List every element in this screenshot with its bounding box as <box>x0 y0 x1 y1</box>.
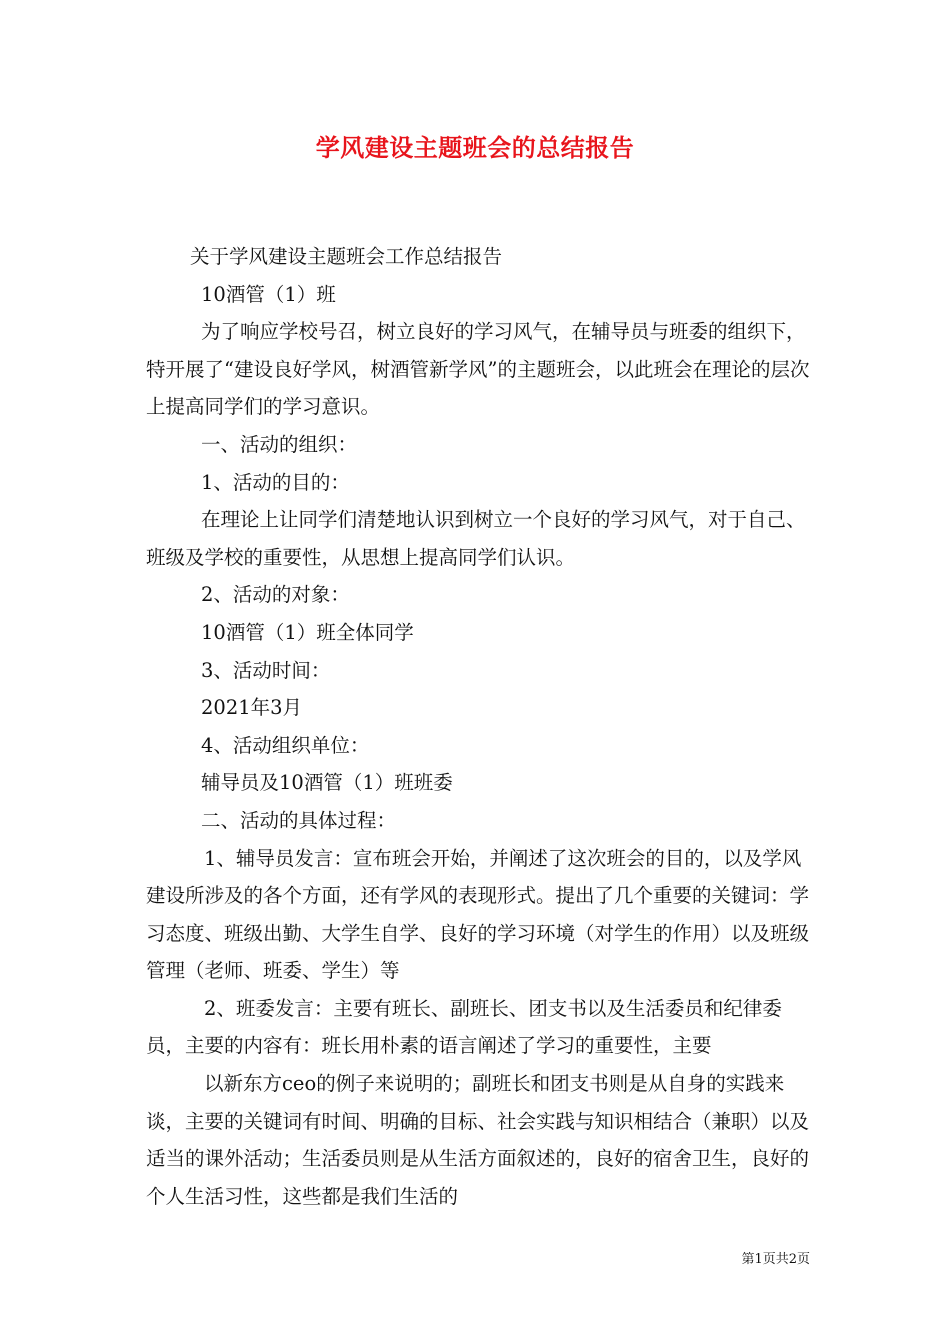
section-heading-organization: 一、活动的组织： <box>201 432 358 456</box>
page-number: 第1页共2页 <box>741 1252 810 1267</box>
document-title: 学风建设主题班会的总结报告 <box>315 134 635 162</box>
paragraph-time: 2021年3月 <box>201 696 303 720</box>
paragraph-committee-details: 以新东方ceo的例子来说明的；副班长和团支书则是从自身的实践来谈，主要的关键词有时间、明确的目标、社会实践与知识相结合（兼职）以及适当的课外活动；生活委员则是从生活方面叙述的，良好的宿舍卫生，良好的个人生活习性，这些都是我们生活的 <box>146 1072 810 1208</box>
paragraph-subtitle: 关于学风建设主题班会工作总结报告 <box>190 245 503 268</box>
item-heading-organizer: 4、活动组织单位： <box>201 733 370 757</box>
paragraph-target: 10酒管（1）班全体同学 <box>201 620 414 644</box>
paragraph-organizer: 辅导员及10酒管（1）班班委 <box>201 771 453 795</box>
paragraph-counselor-speech: 1、辅导员发言：宣布班会开始，并阐述了这次班会的目的，以及学风建设所涉及的各个方面，还有学风的表现形式。提出了几个重要的关键词：学习态度、班级出勤、大学生自学、良好的学习环境（对学生的作用）以及班级管理（老师、班委、学生）等 <box>146 846 810 983</box>
paragraph-purpose: 在理论上让同学们清楚地认识到树立一个良好的学习风气，对于自己、班级及学校的重要性，从思想上提高同学们认识。 <box>146 508 806 569</box>
item-heading-target: 2、活动的对象： <box>201 583 350 607</box>
document-body <box>146 238 810 1215</box>
paragraph-intro: 为了响应学校号召，树立良好的学习风气，在辅导员与班委的组织下，特开展了“建设良好学风，树酒管新学风”的主题班会，以此班会在理论的层次上提高同学们的学习意识。 <box>146 320 810 419</box>
paragraph-class-name: 10酒管（1）班 <box>201 282 336 306</box>
paragraph-committee-speech: 2、班委发言：主要有班长、副班长、团支书以及生活委员和纪律委员，主要的内容有：班长用朴素的语言阐述了学习的重要性，主要 <box>146 996 782 1058</box>
section-heading-process: 二、活动的具体过程： <box>201 808 397 832</box>
item-heading-time: 3、活动时间： <box>201 658 331 682</box>
item-heading-purpose: 1、活动的目的： <box>201 470 350 494</box>
